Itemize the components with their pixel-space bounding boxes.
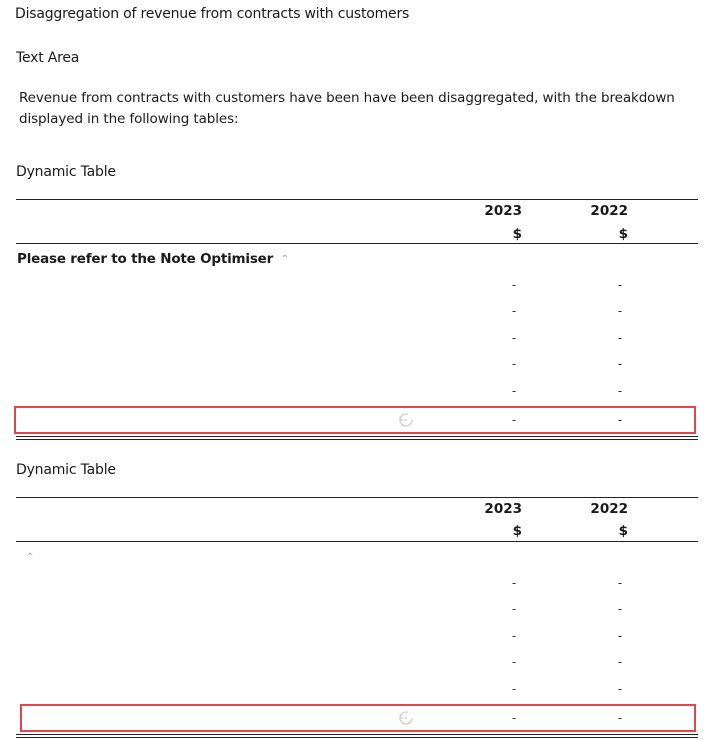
cell-2023[interactable]: - <box>511 602 517 616</box>
currency-2022: $ <box>618 523 628 539</box>
row-heading[interactable] <box>17 251 289 267</box>
cell-2022[interactable]: - <box>617 655 623 669</box>
refresh-icon[interactable] <box>398 710 414 726</box>
currency-2022: $ <box>618 226 628 242</box>
dynamic-table-label: Dynamic Table <box>16 462 116 478</box>
cell-2023[interactable]: - <box>511 331 517 345</box>
total-double-rule <box>16 734 698 738</box>
cell-2022[interactable]: - <box>617 576 623 590</box>
cell-2023[interactable]: - <box>511 682 517 696</box>
total-2022[interactable]: - <box>617 711 623 725</box>
cell-2023[interactable]: - <box>511 357 517 371</box>
cell-2022[interactable]: - <box>617 304 623 318</box>
cell-2022[interactable]: - <box>617 384 623 398</box>
cell-2023[interactable]: - <box>511 384 517 398</box>
total-row-highlight[interactable] <box>14 406 696 434</box>
cell-2022[interactable]: - <box>617 629 623 643</box>
chevron-up-icon[interactable]: ⌃ <box>280 254 289 265</box>
dynamic-table-label: Dynamic Table <box>16 164 116 180</box>
column-header-2023: 2023 <box>484 501 522 517</box>
total-2022[interactable]: - <box>617 413 623 427</box>
header-rule <box>16 541 698 542</box>
cell-2022[interactable]: - <box>617 357 623 371</box>
total-double-rule <box>16 436 698 440</box>
total-2023[interactable]: - <box>511 413 517 427</box>
cell-2022[interactable]: - <box>617 331 623 345</box>
cell-2022[interactable]: - <box>617 602 623 616</box>
cell-2023[interactable]: - <box>511 278 517 292</box>
row-heading-label: Please refer to the Note Optimiser <box>17 251 274 267</box>
text-area-label: Text Area <box>16 50 80 66</box>
cell-2023[interactable]: - <box>511 655 517 669</box>
header-rule <box>16 243 698 244</box>
page-title: Disaggregation of revenue from contracts with customers <box>15 6 410 22</box>
currency-2023: $ <box>512 226 522 242</box>
cell-2023[interactable]: - <box>511 304 517 318</box>
row-heading[interactable] <box>17 549 35 565</box>
cell-2023[interactable]: - <box>511 576 517 590</box>
refresh-icon[interactable] <box>398 412 414 428</box>
table-top-rule <box>16 199 698 200</box>
currency-2023: $ <box>512 523 522 539</box>
total-row-highlight[interactable] <box>20 704 696 732</box>
table-top-rule <box>16 497 698 498</box>
column-header-2023: 2023 <box>484 203 522 219</box>
cell-2023[interactable]: - <box>511 629 517 643</box>
chevron-up-icon[interactable]: ⌃ <box>26 552 35 563</box>
column-header-2022: 2022 <box>590 501 628 517</box>
text-area-content[interactable]: Revenue from contracts with customers have been have been disaggregated, with the breakdown displayed in the following tables: <box>19 90 675 127</box>
cell-2022[interactable]: - <box>617 682 623 696</box>
cell-2022[interactable]: - <box>617 278 623 292</box>
total-2023[interactable]: - <box>511 711 517 725</box>
column-header-2022: 2022 <box>590 203 628 219</box>
